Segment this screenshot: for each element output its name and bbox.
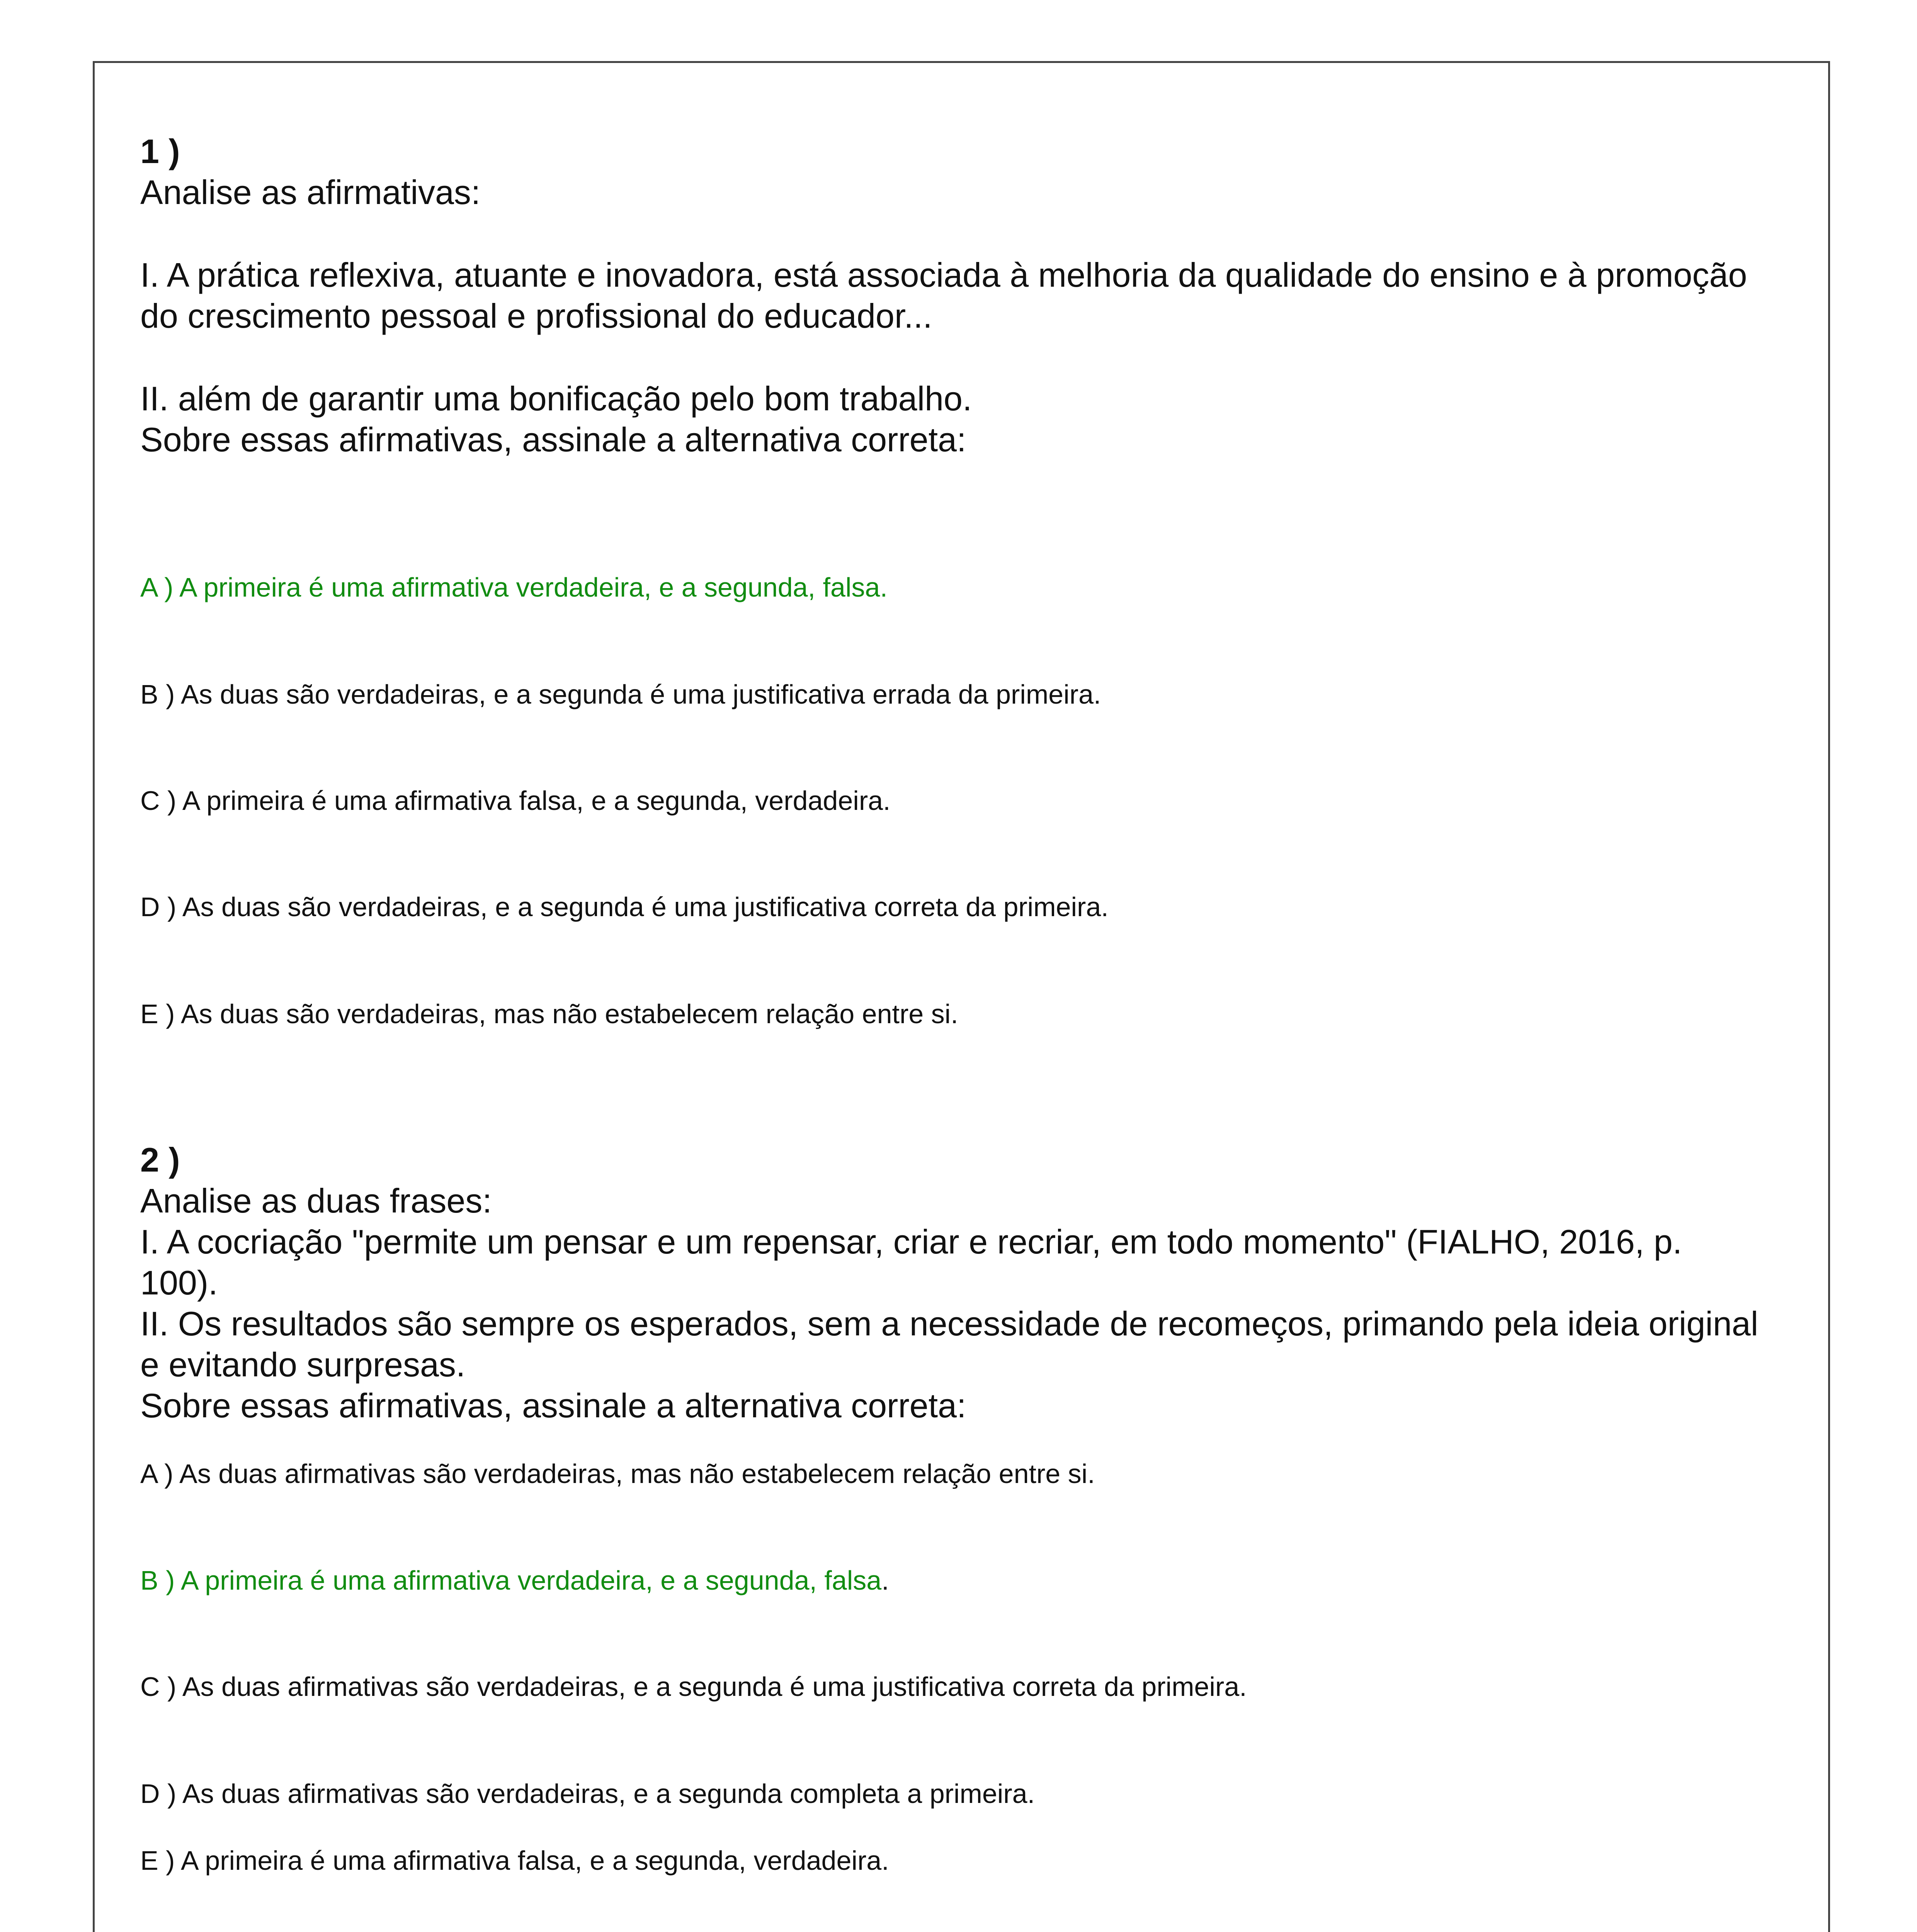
- question-1-option-a[interactable]: A ) A primeira é uma afirmativa verdadeira, e a segunda, falsa.: [140, 572, 888, 602]
- question-2-intro: Analise as duas frases:: [140, 1182, 492, 1220]
- question-1-statement-2: II. além de garantir uma bonificação pelo bom trabalho.: [140, 379, 972, 418]
- question-1-option-b[interactable]: B ) As duas são verdadeiras, e a segunda é uma justificativa errada da primeira.: [140, 679, 1101, 709]
- question-1-option-c[interactable]: C ) A primeira é uma afirmativa falsa, e a segunda, verdadeira.: [140, 786, 891, 816]
- question-2-number: 2 ): [140, 1141, 180, 1179]
- question-2-option-b-text: B ) A primeira é uma afirmativa verdadeira, e a segunda, falsa: [140, 1565, 882, 1595]
- question-1-number: 1 ): [140, 132, 180, 170]
- question-1-prompt: Sobre essas afirmativas, assinale a alternativa correta:: [140, 420, 966, 459]
- question-2-option-b-period: .: [881, 1565, 889, 1595]
- question-2-option-e[interactable]: E ) A primeira é uma afirmativa falsa, e a segunda, verdadeira.: [140, 1845, 889, 1876]
- question-2-statement-1-line-2: 100).: [140, 1264, 218, 1302]
- question-2-option-c[interactable]: C ) As duas afirmativas são verdadeiras, e a segunda é uma justificativa correta da primeira.: [140, 1672, 1247, 1702]
- question-1-statement-1-line-1: I. A prática reflexiva, atuante e inovadora, está associada à melhoria da qualidade do ensino e à promoção: [140, 256, 1747, 294]
- question-1-intro: Analise as afirmativas:: [140, 173, 481, 211]
- question-2-statement-1-line-1: I. A cocriação "permite um pensar e um repensar, criar e recriar, em todo momento" (FIALHO, 2016, p.: [140, 1223, 1682, 1261]
- question-2-statement-2-line-2: e evitando surpresas.: [140, 1345, 466, 1384]
- question-2-option-a[interactable]: A ) As duas afirmativas são verdadeiras, mas não estabelecem relação entre si.: [140, 1459, 1095, 1489]
- question-1-statement-1-line-2: do crescimento pessoal e profissional do educador...: [140, 297, 932, 335]
- question-2-option-d[interactable]: D ) As duas afirmativas são verdadeiras, e a segunda completa a primeira.: [140, 1779, 1035, 1809]
- question-1-option-d[interactable]: D ) As duas são verdadeiras, e a segunda é uma justificativa correta da primeira.: [140, 892, 1109, 922]
- question-2-option-b[interactable]: [140, 1565, 889, 1596]
- question-2-statement-2-line-1: II. Os resultados são sempre os esperados, sem a necessidade de recomeços, primando pela ideia original: [140, 1304, 1759, 1343]
- question-1-option-e[interactable]: E ) As duas são verdadeiras, mas não estabelecem relação entre si.: [140, 999, 958, 1029]
- question-2-prompt: Sobre essas afirmativas, assinale a alternativa correta:: [140, 1386, 966, 1425]
- page-border: [93, 61, 1830, 1932]
